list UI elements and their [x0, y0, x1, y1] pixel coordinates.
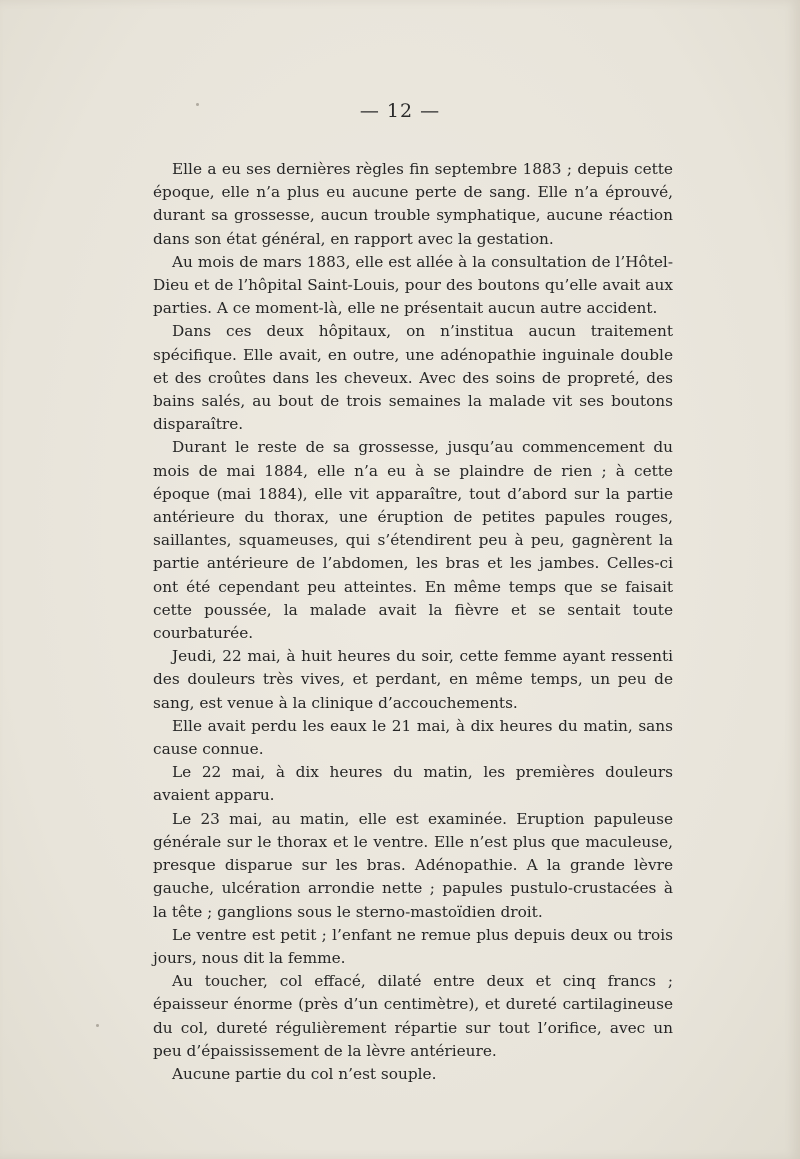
page-number: — 12 — — [359, 100, 441, 122]
paragraph: Durant le reste de sa grossesse, jusqu’au commencement du mois de mai 1884, elle n’a eu à se plaindre de rien ; à cette époque (mai 1884), elle vit apparaître, tout d’abord sur la partie antérieure du thorax, une éruption de petites papules rouges, saillantes, squameuses, qui s’étendirent peu à peu, gagnèrent la partie antérieure de l’abdomen, les bras et les jambes. Celles-ci ont été cependant peu atteintes. En même temps que se faisait cette poussée, la malade avait la fièvre et se sentait toute courbaturée. — [153, 438, 673, 643]
paragraph: Elle avait perdu les eaux le 21 mai, à dix heures du matin, sans cause connue. — [153, 716, 673, 759]
paper-speck — [96, 1024, 99, 1027]
paragraph: Jeudi, 22 mai, à huit heures du soir, cette femme ayant ressenti des douleurs très vives, et perdant, en même temps, un peu de sang, est venue à la clinique d’accouchements. — [153, 647, 673, 712]
paragraph: Dans ces deux hôpitaux, on n’institua aucun traitement spécifique. Elle avait, en outre, une adénopathie inguinale double et des croûtes dans les cheveux. Avec des soins de propreté, des bains salés, au bout de trois semaines la malade vit ses boutons disparaître. — [153, 322, 673, 434]
body-text — [153, 158, 673, 1086]
paragraph: Le 22 mai, à dix heures du matin, les premières douleurs avaient apparu. — [153, 763, 673, 805]
paragraph: Le ventre est petit ; l’enfant ne remue plus depuis deux ou trois jours, nous dit la femme. — [153, 925, 673, 967]
paragraph: Le 23 mai, au matin, elle est examinée. Eruption papuleuse générale sur le thorax et le ventre. Elle n’est plus que maculeuse, presque disparue sur les bras. Adénopathie. A la grande lèvre gauche, ulcération arrondie nette ; papules pustulo-crustacées à la tête ; ganglions sous le sterno-mastoïdien droit. — [153, 809, 673, 921]
paragraph: Elle a eu ses dernières règles fin septembre 1883 ; depuis cette époque, elle n’a plus eu aucune perte de sang. Elle n’a éprouvé, durant sa grossesse, aucun trouble symphatique, aucune réaction dans son état général, en rapport avec la gestation. — [153, 160, 673, 248]
paragraph: Au toucher, col effacé, dilaté entre deux et cinq francs ; épaisseur énorme (près d’un centimètre), et dureté cartilagineuse du col, dureté régulièrement répartie sur tout l’orifice, avec un peu d’épaississement de la lèvre antérieure. — [153, 972, 673, 1060]
paragraph: Au mois de mars 1883, elle est allée à la consultation de l’Hôtel-Dieu et de l’hôpital Saint-Louis, pour des boutons qu’elle avait aux parties. A ce moment-là, elle ne présentait aucun autre accident. — [153, 252, 673, 318]
paragraph: Aucune partie du col n’est souple. — [172, 1064, 437, 1083]
